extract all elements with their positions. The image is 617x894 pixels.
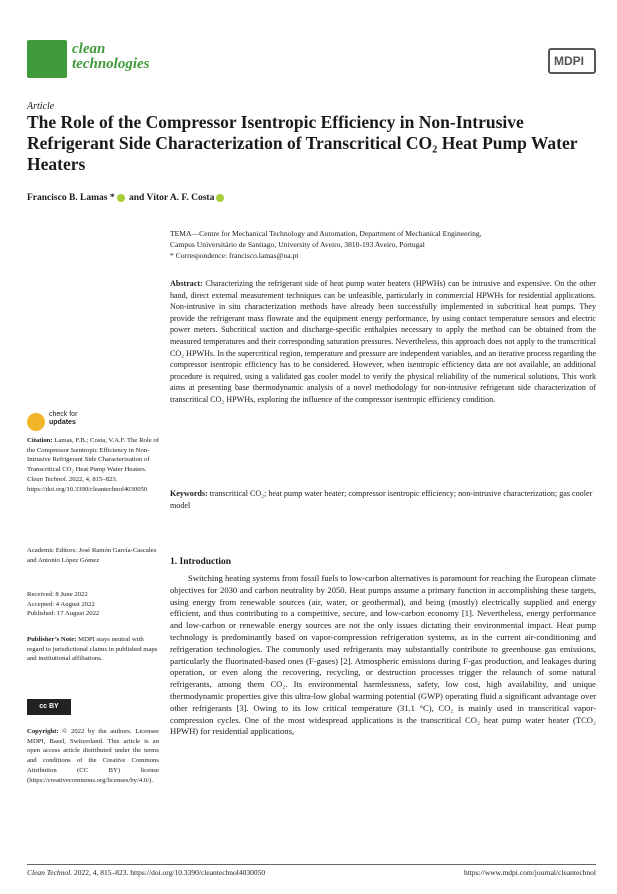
orcid-icon[interactable] [216, 194, 224, 202]
journal-name: clean technologies [72, 41, 150, 72]
publisher-name: MDPI [554, 54, 584, 68]
introduction-text: Switching heating systems from fossil fuels to low-carbon alternatives is paramount for reaching the European climate objectives for 2030 and carbon neutrality by 2050. Heat pumps assume a primary function in accomplishing these targets, using energy from renewable sources (air, water, or geothermal), and being (mostly) electrically supplied and energy efficient, and thus contributing to a competitive, secure, and low-carbon economy [1]. Nevertheless, energy performance and low-carbon or renewable energy sources are not the only issues dictating their environmental impact. Heat pump technology is predominantly based on vapor-compression refrigeration systems, as in the current air-conditioning and refrigeration technologies. The commonly used refrigerants may substantially contribute to greenhouse gas emissions, particularly the fluorinated-based ones (F-gases) [2]. Atmospheric emissions during F-gas production, and leakages during operation, or even along the recovering, recycling, or destruction processes trigger the relaunch of some natural refrigerants, among them CO₂. Its environmental harmlessness, safety, low cost, high availability, and unique thermodynamic properties give this ultra-low global warming potential (GWP) operating fluid a significant advantage over other refrigerants [3]. Owing to its low critical temperature (31.1 °C), CO₂ is mainly used in transcritical vapor-compression cycles. One of the most widespread applications is the transcritical CO₂ heat pump water heater (TCO₂ HPWH) for residential applications, [170, 573, 596, 737]
affiliation: TEMA—Centre for Mechanical Technology and Automation, Department of Mechanical Engineering, Campus Universitário de Santiago, University of Aveiro, 3810-193 Aveiro, Portugal * Correspondence: francisco.lamas@ua.pt [170, 229, 482, 260]
orcid-icon[interactable] [117, 194, 125, 202]
copyright: Copyright: © 2022 by the authors. Licensee MDPI, Basel, Switzerland. This article is an open access article distributed under the terms and conditions of the Creative Commons Attribution (CC BY) license (https://creativecommons.org/licenses/by/4.0/). [27, 728, 159, 784]
journal-logo-icon [27, 40, 67, 78]
article-type: Article [27, 101, 55, 112]
footer-citation: Clean Technol. 2022, 4, 815–823. https://doi.org/10.3390/cleantechnol4030050 [27, 868, 266, 877]
cc-by-license-icon[interactable]: cc BY [27, 699, 71, 715]
abstract: Abstract: Characterizing the refrigerant side of heat pump water heaters (HPWHs) can be intrusive and expensive. On the other hand, direct external measurement techniques can be unfeasible, particularly in commercial HPWHs for residential applications. Non-intrusive in situ characterization methods have already been successfully implemented in subcritical heat pumps. They provide the refrigerant mass flowrate and the equipment energy performance, by using contact temperature sensors and electric power meters. Subcritical suction and discharge-specific enthalpies necessary to apply the method can be obtained from the measured temperatures and their corresponding saturation pressures. Nevertheless, this approach does not apply to the transcritical CO₂ HPWHs. In the supercritical region, temperature and pressure are independent variables, and an iterative process regarding the compressor isentropic efficiency has to be considered. However, when isentropic efficiency data are not available, an additional procedure is required, using a validated gas cooler model to verify the physical reliability of the numerical solutions. This work aims at presenting base thermodynamic analysis of a novel methodology for non-intrusive refrigerant side characterization of transcritical CO₂ HPWHs, exploring the influence of the compressor isentropic efficiency condition. [170, 279, 596, 404]
section-heading: 1. Introduction [170, 557, 232, 567]
citation: Citation: Lamas, F.B.; Costa, V.A.F. The Role of the Compressor Isentropic Efficiency in Non-Intrusive Refrigerant Side Characterization of Transcritical CO₂ Heat Pump Water Heaters. Clean Technol. 2022, 4, 815–823. https://doi.org/10.3390/cleantechnol4030050 [27, 437, 159, 493]
academic-editors: Academic Editors: José Ramón García-Cascales and Antonio López Gómez [27, 547, 157, 564]
article-title: The Role of the Compressor Isentropic Efficiency in Non-Intrusive Refrigerant Side Characterization of Transcritical CO₂ Heat Pump Water Heaters [27, 112, 578, 174]
updates-icon [27, 413, 45, 431]
dates: Received: 8 June 2022 Accepted: 4 August 2022 Published: 17 August 2022 [27, 591, 100, 618]
footer-divider [27, 864, 596, 865]
keywords: Keywords: transcritical CO₂; heat pump water heater; compressor isentropic efficiency; non-intrusive characterization; gas cooler model [170, 489, 593, 510]
author-name[interactable]: Francisco B. Lamas * [27, 193, 115, 203]
footer-journal-url[interactable]: https://www.mdpi.com/journal/cleantechnol [464, 868, 596, 877]
author-name[interactable]: Vítor A. F. Costa [146, 193, 215, 203]
publisher-note: Publisher’s Note: MDPI stays neutral with regard to jurisdictional claims in published maps and institutional affiliations. [27, 636, 158, 663]
author-list: Francisco B. Lamas * and Vítor A. F. Costa [27, 193, 226, 203]
